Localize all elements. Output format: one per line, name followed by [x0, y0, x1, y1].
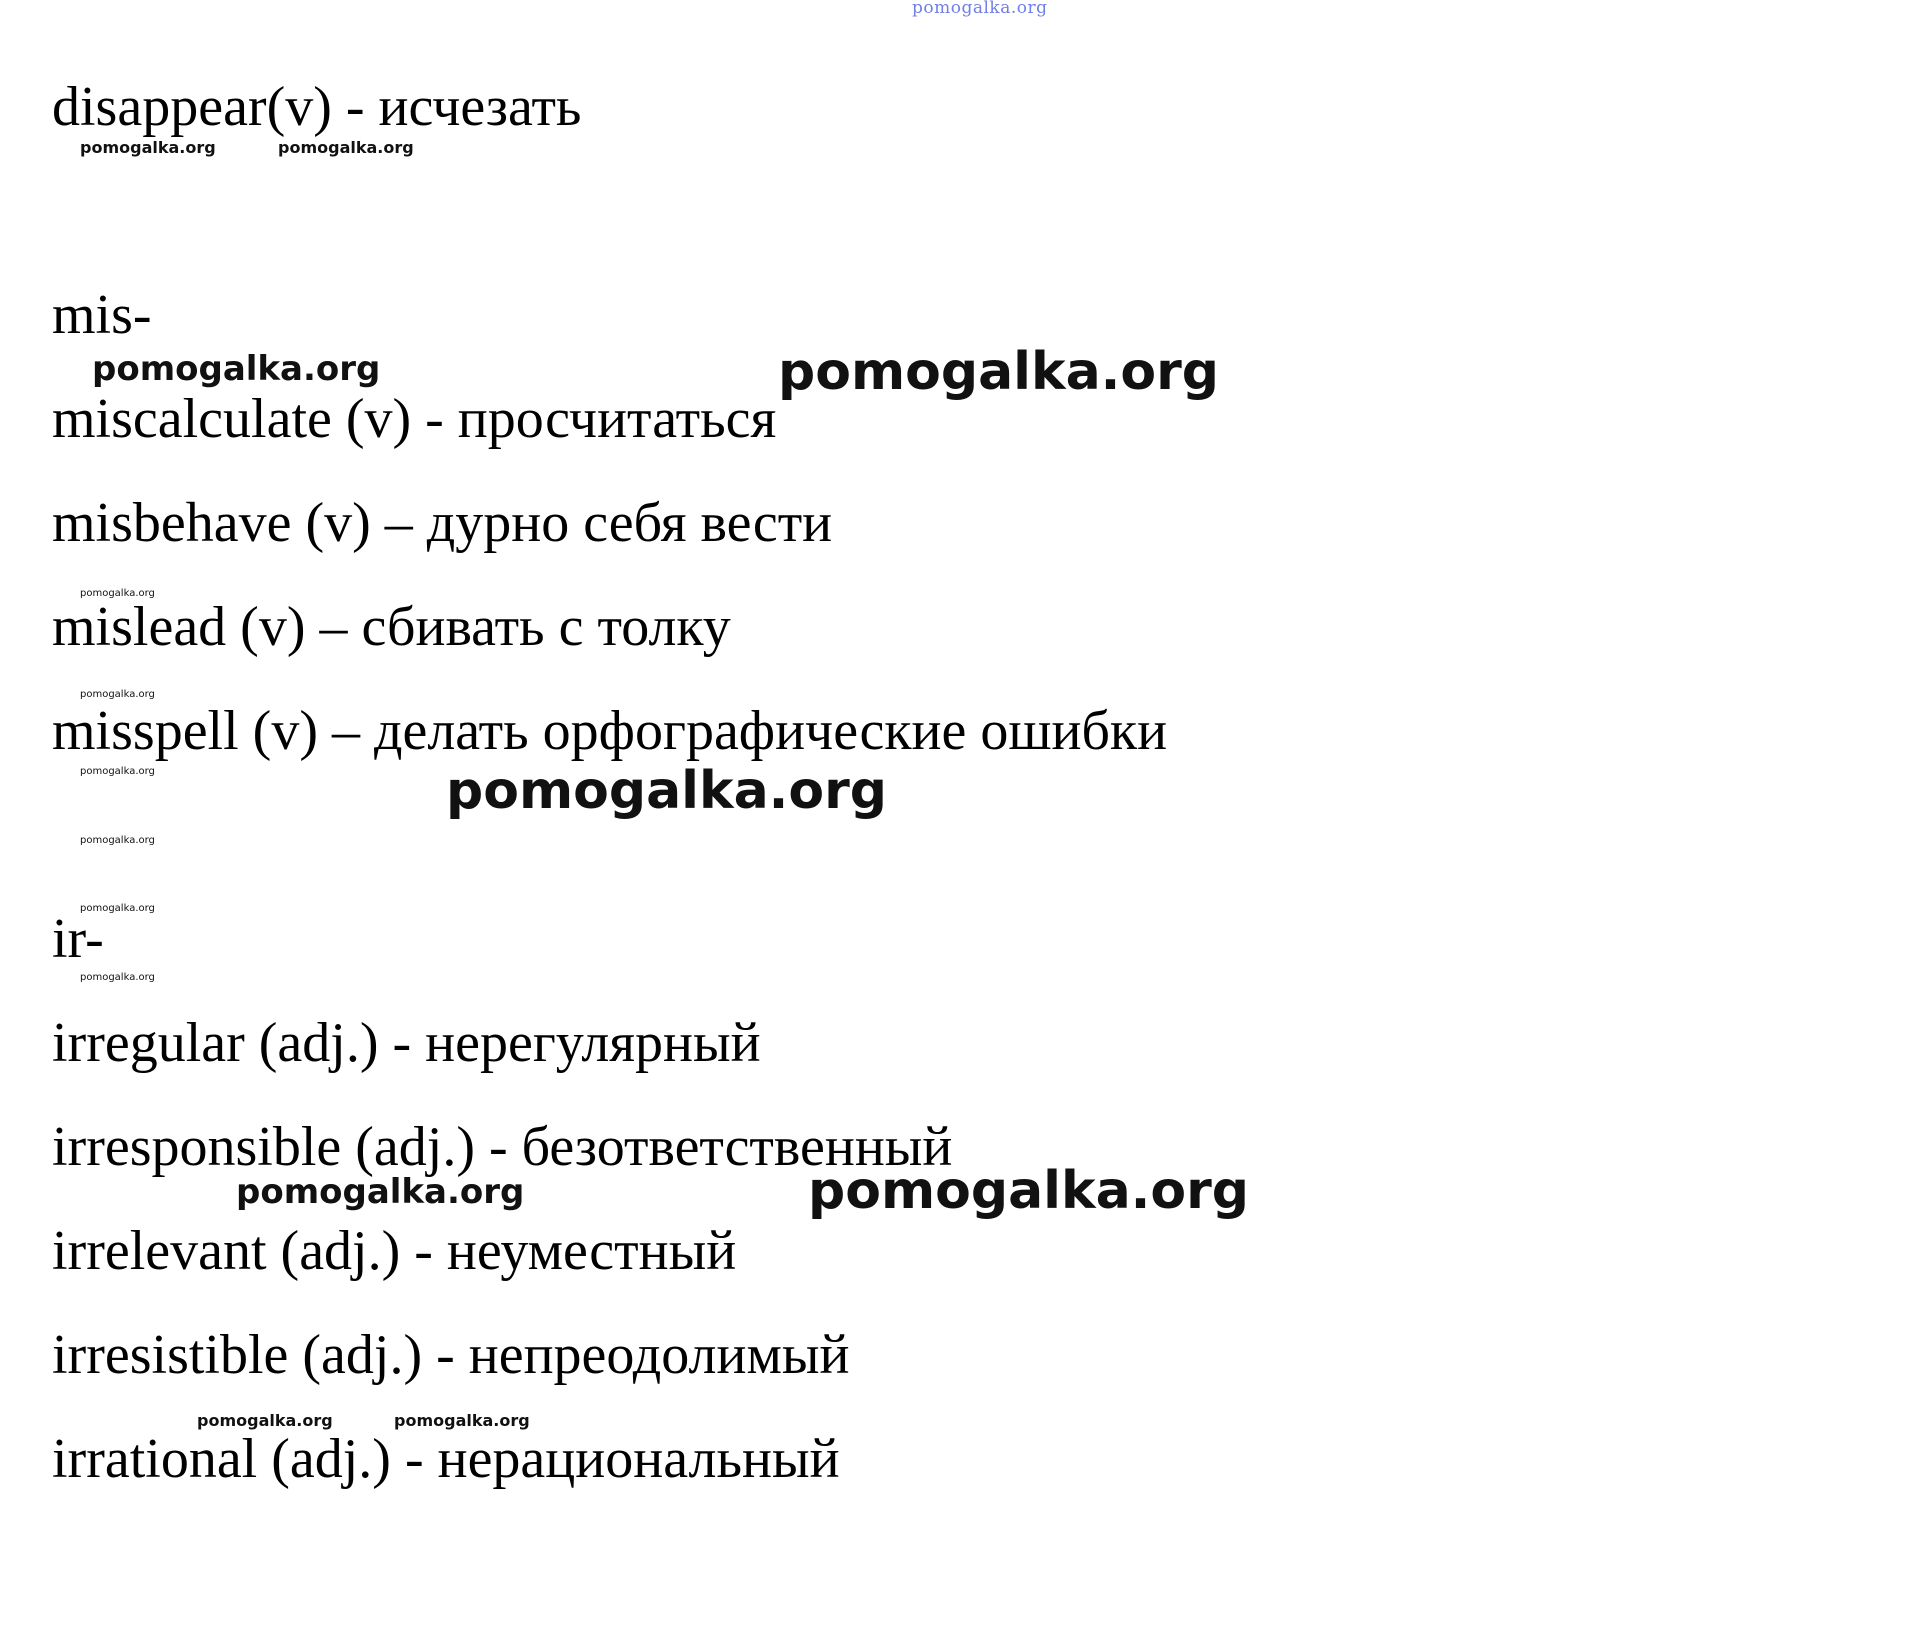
- watermark-tiny: pomogalka.org: [80, 689, 155, 700]
- entry-irresponsible: irresponsible (adj.) - безответственный: [52, 1116, 953, 1178]
- watermark-large: pomogalka.org: [778, 342, 1220, 402]
- watermark-medium: pomogalka.org: [92, 349, 381, 389]
- entry-mislead: mislead (v) – сбивать с толку: [52, 596, 731, 658]
- prefix-heading-mis: mis-: [52, 284, 152, 346]
- entry-misspell: misspell (v) – делать орфографические ошибки: [52, 700, 1168, 762]
- watermark-medium: pomogalka.org: [236, 1172, 525, 1212]
- entry-irrational: irrational (adj.) - нерациональный: [52, 1428, 840, 1490]
- watermark-tiny: pomogalka.org: [80, 766, 155, 777]
- watermark-small: pomogalka.org: [394, 1411, 530, 1430]
- watermark-small: pomogalka.org: [80, 138, 216, 157]
- watermark-tiny: pomogalka.org: [80, 588, 155, 599]
- entry-irresistible: irresistible (adj.) - непреодолимый: [52, 1324, 850, 1386]
- watermark-large: pomogalka.org: [808, 1161, 1250, 1221]
- entry-miscalculate: miscalculate (v) - просчитаться: [52, 388, 777, 450]
- watermark-large: pomogalka.org: [446, 761, 888, 821]
- header-watermark: pomogalka.org: [912, 0, 1048, 18]
- watermark-tiny: pomogalka.org: [80, 903, 155, 914]
- watermark-small: pomogalka.org: [278, 138, 414, 157]
- entry-irregular: irregular (adj.) - нерегулярный: [52, 1012, 761, 1074]
- watermark-small: pomogalka.org: [197, 1411, 333, 1430]
- entry-irrelevant: irrelevant (adj.) - неуместный: [52, 1220, 737, 1282]
- watermark-tiny: pomogalka.org: [80, 835, 155, 846]
- prefix-heading-ir: ir-: [52, 908, 104, 970]
- entry-misbehave: misbehave (v) – дурно себя вести: [52, 492, 833, 554]
- watermark-tiny: pomogalka.org: [80, 972, 155, 983]
- entry-disappear: disappear(v) - исчезать: [52, 76, 582, 138]
